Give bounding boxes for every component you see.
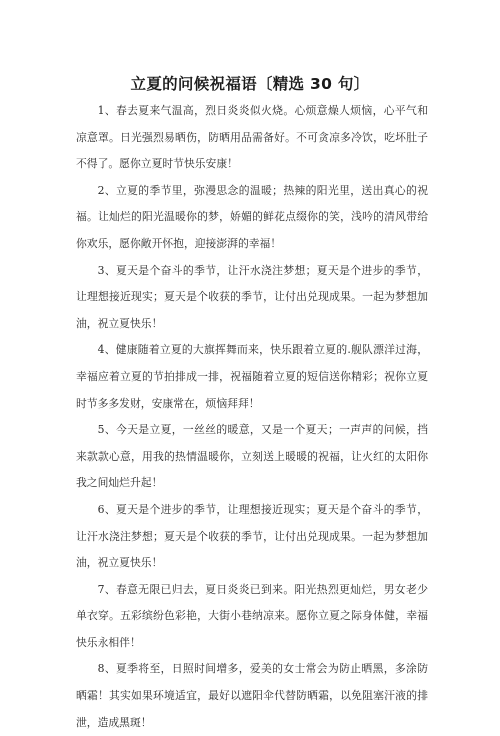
paragraph-8: 8、夏季将至，日照时间增多，爱美的女士常会为防止晒黑，多涂防晒霜！其实如果环境适宜，最好以遮阳伞代替防晒霜，以免阻塞汗液的排泄，造成黑斑！ bbox=[76, 662, 428, 729]
paragraph-2: 2、立夏的季节里，弥漫思念的温暖；热辣的阳光里，送出真心的祝福。让灿烂的阳光温暖你的梦，娇媚的鲜花点缀你的笑，浅吟的清风带给你欢乐，愿你敞开怀抱，迎接澎湃的幸福！ bbox=[76, 183, 428, 250]
paragraph-3: 3、夏天是个奋斗的季节，让汗水浇注梦想；夏天是个进步的季节，让理想接近现实；夏天是个收获的季节，让付出兑现成果。一起为梦想加油，祝立夏快乐！ bbox=[76, 263, 428, 330]
paragraph-5: 5、今天是立夏，一丝丝的暖意，又是一个夏天；一声声的问候，挡来款款心意，用我的热情温暖你，立刻送上暖暖的祝福，让火红的太阳你我之间灿烂升起！ bbox=[76, 423, 428, 490]
paragraph-6: 6、夏天是个进步的季节，让理想接近现实；夏天是个奋斗的季节，让汗水浇注梦想；夏天是个收获的季节，让付出兑现成果。一起为梦想加油，祝立夏快乐！ bbox=[76, 502, 428, 570]
paragraph-4: 4、健康随着立夏的大旗挥舞而来，快乐跟着立夏的.舰队漂洋过海，幸福应着立夏的节拍排成一排，祝福随着立夏的短信送你精彩；祝你立夏时节多多发财，安康常在，烦恼拜拜！ bbox=[76, 343, 428, 410]
paragraph-1: 1、春去夏来气温高，烈日炎炎似火烧。心烦意燥人烦恼，心平气和凉意罩。日光强烈易晒伤，防晒用品需备好。不可贪凉多冷饮，吃坏肚子不得了。愿你立夏时节快乐安康！ bbox=[76, 104, 428, 171]
document-title: 立夏的问候祝福语〔精选 30 句〕 bbox=[130, 75, 370, 93]
document-body bbox=[76, 98, 428, 736]
paragraph-7: 7、春意无限已归去，夏日炎炎已到来。阳光热烈更灿烂，男女老少单衣穿。五彩缤纷色彩艳，大街小巷纳凉来。愿你立夏之际身体健，幸福快乐永相伴！ bbox=[76, 582, 428, 649]
